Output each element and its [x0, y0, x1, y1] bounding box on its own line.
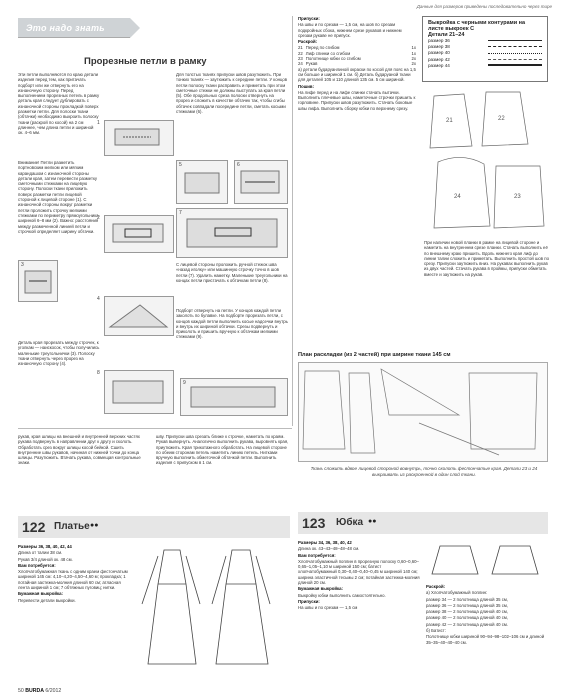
- model122-band: [18, 516, 290, 538]
- figure-1: [97, 120, 174, 156]
- article-text: Эти петли выполняются по краю детали изделия перед тем, как притачать подборт или же отвернуть его на изнаночную сторону. Перед выполнением прорезных петель в рамку деталь края следует дублировать с изнаночной стороны прокладкой поверх разметки петли. Для полоски ткани (обтачки) необходимо выкроить полоску ткани (раскрой по косой) на 2 см длиннее, чем длина петли и шириной ок. 4–6 мм.: [18, 72, 100, 136]
- divider: [18, 428, 292, 429]
- legend-title: Выкройка с черными контурами на листе выкроек С: [428, 20, 526, 32]
- illustration-icon: [105, 297, 173, 335]
- right-col: [424, 240, 550, 278]
- heading: Бумажная выкройка:: [298, 586, 343, 592]
- part-label: Перед по сгибом: [305, 45, 340, 51]
- heading: Вам потребуется:: [18, 562, 56, 568]
- illustration-icon: [181, 379, 287, 415]
- cut-line: размер 38 — 2 полотнища длиной 40 см,: [426, 609, 509, 615]
- illustration-icon: [177, 161, 227, 203]
- figure-number: 6: [237, 162, 240, 168]
- legend-label: размер 38: [428, 44, 450, 50]
- parts-list: [298, 45, 416, 66]
- instructions-text: рукав, края шлицы на внешней и внутренней верхних частях рукава подвернуть в направлении друг к другу и сколоть. Обработать срез вокруг шлицы косой бейкой. Сшить внутренние швы рукавов, начиная от нижней точки до конца шлицы. Разутюжить. Втачать рукава, совмещая контрольные знаки.: [18, 434, 141, 466]
- sizes: Размеры 36, 38, 40, 42, 44: [18, 544, 72, 549]
- heading: Припуски:: [298, 598, 320, 604]
- instructions-text: При наличии новой планки в рамке на лицевой стороне и наметить на внутреннем срезе планки. Стачать выполнить её по внешнему краю пришить. Вдоль нижнего края лиф до линии талии сложить и приметать. Выполнить простой шов по срезу. Припуски заутюжить вниз. На рукавах выполнить рукав из двух частей. Стачать рукава в проймы, припуски обметать вместе и заутюжить на рукав.: [424, 240, 549, 277]
- layout-plan-icon: [299, 363, 547, 461]
- illustration-icon: [177, 209, 287, 257]
- length: Длина от талии 38 см.: [18, 550, 63, 556]
- part-qty: 2х: [411, 56, 416, 62]
- layout-caption: Ткань сложить вдвое лицевой стороной вовнутрь, точно сколоть фестончатые края. Детали 23 и 24 выкраивать из раскроенной в один слой ткани.: [310, 466, 538, 477]
- figure-number: 1: [97, 120, 100, 126]
- line-sample: [488, 38, 542, 41]
- instructions-text: а) детали бударуанлиной окраски по косой для пояс на 1,5 см больше и шириной 1 см. б) Деталь бударуаной ткани для деталей 105 и 110 длиной 135 см. 5 см шириной.: [298, 66, 416, 83]
- line-sample: [488, 63, 542, 66]
- cut-line: размер 42 — 2 полотнища длиной 40 см.: [426, 621, 509, 627]
- svg-text:24: 24: [454, 194, 461, 200]
- pattern-pieces-icon: [424, 86, 548, 236]
- article-text: Для толстых тканях припуски швов разутюжить. При тонких тканях — заутюжить к середине петли. У концов петли полоску ткани расправить и приметать при этом сметочные стежки не должны выступать за края петли (5). Обе продольных среза полоски отвернуть на прорез и сложить в качестве обтачек так, чтобы сгибы обтачек совпадали посередине петли, сметать косыми стежками (6).: [176, 72, 288, 115]
- column-divider: [292, 16, 293, 426]
- article-text: С лицевой стороны проложить ручной стежок шва «назад иголку» или машинную строчку точно в шов петли (7). Удалить наметку. Маленькие треугольники на концах петли пристачать к обтачкам петли (8).: [176, 262, 288, 283]
- difficulty-marks: ●●: [368, 518, 377, 525]
- heading: Раскрой:: [426, 584, 446, 589]
- figure-7: [176, 208, 288, 258]
- heading: Вам потребуется:: [298, 552, 336, 558]
- cut-line: размер 34 — 2 полотнища длиной 35 см,: [426, 596, 509, 602]
- heading: Припуски:: [298, 16, 320, 21]
- allowance: На швы и по срезам — 1,5 см: [298, 605, 358, 611]
- article-col1c: [18, 340, 100, 367]
- svg-text:23: 23: [514, 194, 521, 200]
- model-name: Платье: [54, 521, 90, 532]
- illustration-icon: [235, 161, 287, 203]
- model-name: Юбка: [336, 517, 364, 528]
- figure-6: [234, 160, 288, 204]
- issue: 6/2012: [45, 688, 62, 694]
- legend-label: размер 40: [428, 50, 450, 56]
- figure-number: 8: [97, 370, 100, 376]
- instructions-col: [298, 16, 416, 112]
- figure-number: 2: [97, 215, 100, 221]
- page-footer: [18, 688, 61, 694]
- article-text: Подборт отвернуть на петли. У концов каждой петли заколоть по булавке. На подборте прорезать петли, с концов каждой петли выполнить косые надсечки внутрь и внутрь их шириной обтачки. Срезы подвернуть и приколоть и пришить вручную к обтачкам мелкими стежками (9).: [176, 308, 288, 340]
- section-tag: Это надо знать: [18, 18, 130, 38]
- figure-8: [97, 370, 174, 414]
- model-number: 123: [302, 515, 326, 531]
- legend-label: размер 36: [428, 38, 450, 43]
- legend-label: размер 44: [428, 62, 450, 68]
- part-qty: 1х: [411, 45, 416, 51]
- article-text: Деталь края прорезать между строчек, к уголкам — наискосок, чтобы получились маленькие треугольнички (3). Полоску ткани отвернуть через прорез на изнаночную сторону (4).: [18, 340, 100, 367]
- part-number: 21: [298, 45, 303, 51]
- article-col1b: [18, 160, 100, 235]
- figure-number: 7: [179, 210, 182, 216]
- figure-4: [97, 296, 174, 336]
- skirt-sketch-icon: [426, 540, 548, 580]
- sleeve: Рукав 3/4 длиной ок. 48 см.: [18, 556, 73, 562]
- cut-line: размер 40 — 2 полотнища длиной 40 см,: [426, 615, 509, 621]
- svg-text:22: 22: [498, 116, 505, 122]
- model123-cut: [426, 584, 550, 646]
- model123-band: [298, 512, 548, 534]
- part-number: 24: [298, 61, 303, 67]
- figure-5: [176, 160, 228, 204]
- cut-line: б) Батист:: [426, 628, 446, 634]
- cut-line: размер 36 — 2 полотнища длиной 35 см,: [426, 602, 509, 608]
- instructions-text: На швы и по срезам — 1,5 см, на шов по срезам подкройных сбока, нижнем срезе рукавов и нижнем срезам рукаве не припуск.: [298, 22, 402, 38]
- model122-text2: [156, 434, 290, 467]
- legend-subtitle: Детали 21–24: [428, 32, 465, 38]
- page-number: 50: [18, 688, 24, 694]
- skirt-sketch: [426, 540, 548, 580]
- dress-sketch-icon: [134, 544, 290, 682]
- article-col2c: [176, 308, 288, 341]
- part-label: Лиф спинки со сгибом: [305, 50, 351, 56]
- pattern-note: Выкройку юбки выполнить самостоятельно.: [298, 592, 386, 598]
- illustration-icon: [105, 121, 173, 155]
- heading: Пошив:: [298, 83, 315, 89]
- heading: Раскрой:: [298, 39, 318, 45]
- model-number: 122: [22, 519, 46, 535]
- cut-line: Полотнище юбки шириной 90–94–98–102–106 см и длиной 35–35–40–40–40 см.: [426, 634, 545, 645]
- part-number: 23: [298, 56, 303, 62]
- materials: Хлопчатобумажная ткань с одним краем фестончатым шириной 145 см: 4,10–4,20–4,50–4,60 м; прокладка; 1 потайная застежка-молния длиной 60 см; атласная лента шириной 1 см; 7 обтяжных пуговиц; нитки.: [18, 569, 128, 591]
- instructions-text: шву. Припуски шва срезать ближе к строчке, наметать по краям. Рукав вывернуть. Аналогично выполнить рукава, выровнять края, приутюжить. Края трикотажного обработать. На лицевой стороне по обеим сторонам петель наметить линию петель. Нитками вручную выполнить обметочной обтачкой петли. Выполнить изделия с припуском в 1 см.: [156, 434, 289, 466]
- part-label: Полотнище юбки со сгибом: [305, 56, 361, 62]
- part-label: Рукав: [305, 61, 318, 67]
- layout-plan: [298, 362, 548, 462]
- article-col2: [176, 72, 288, 115]
- pattern-pieces: [424, 86, 548, 236]
- figure-2: [97, 215, 174, 253]
- article-col2b: [176, 262, 288, 284]
- legend-row: [428, 63, 542, 69]
- legend-label: размер 42: [428, 56, 450, 62]
- article-text: Внимание! Петли разметить портновским мелком или мягким карандашом с изнаночной стороны детали края, затем перевести разметку сметочными стежками на лицевую сторону. Полоски ткани приложить поверх разметки петли лицевой стороной к лицевой стороне (1). С изнаночной стороны вокруг разметки петли проложить строчку мелкими стежками по периметру прямоугольника шириной 6–8 мм (2). Важно: расстояния между размеченной линией петли и строчкой определяет ширину обтачки.: [18, 160, 99, 234]
- model122-details: [18, 544, 130, 604]
- line-sample: [488, 50, 542, 53]
- figure-number: 4: [97, 296, 100, 302]
- difficulty-marks: ●●: [90, 522, 99, 529]
- figure-9: [180, 378, 288, 416]
- illustration-icon: [19, 261, 57, 301]
- illustration-icon: [105, 371, 173, 413]
- model122-text: [18, 434, 148, 467]
- line-sample: [488, 57, 542, 60]
- materials: Хлопчатобумажный поплин в прорезную полоску 0,60–0,60–0,65–1,05–1,10 м шириной 150 см; батист хлопчатобумажный 0,30–0,40–0,40–0,45 м шириной 140 см; ширина эластичной тесьмы 2 см; потайная застежка-молния длиной 20 см.: [298, 558, 420, 586]
- part-qty: 2х: [411, 61, 416, 67]
- part-qty: 1х: [411, 50, 416, 56]
- length: Длина ок. 43–43–48–48–48 см.: [298, 546, 360, 552]
- figure-number: 5: [179, 162, 182, 168]
- figure-number: 9: [183, 380, 186, 386]
- svg-text:21: 21: [446, 118, 453, 124]
- article-title: Прорезные петли в рамку: [84, 56, 207, 67]
- header-note: Данные для размеров приведены последовательно через тире: [416, 4, 552, 9]
- cut-line: а) Хлопчатобумажный поплин:: [426, 590, 488, 596]
- pattern-note: Перевести детали выкройки.: [18, 597, 76, 603]
- model123-details: [298, 540, 420, 612]
- size-legend-box: [422, 16, 548, 82]
- article-col1: [18, 72, 100, 137]
- heading: Бумажная выкройка:: [18, 591, 63, 597]
- sizes: Размеры 34, 36, 38, 40, 42: [298, 540, 352, 545]
- instructions-text: На лифе перед и на лифе спинки стачать вытачки. Выполнить плечевые швы, наметочные строчки пришить к горловине. Припуски швов разутюжить. Стачать боковые швы лифа. Выполнить сборку юбки по верхнему срезу.: [298, 89, 416, 111]
- layout-title: План раскладки (из 2 частей) при ширине ткани 145 см: [298, 352, 451, 358]
- part-number: 22: [298, 50, 303, 56]
- dress-sketch: [134, 544, 290, 682]
- figure-3: [18, 260, 58, 302]
- parts-item: [298, 61, 416, 66]
- illustration-icon: [105, 216, 173, 252]
- figure-number: 3: [21, 262, 24, 268]
- line-sample: [488, 44, 542, 47]
- magazine-name: BURDA: [25, 688, 44, 694]
